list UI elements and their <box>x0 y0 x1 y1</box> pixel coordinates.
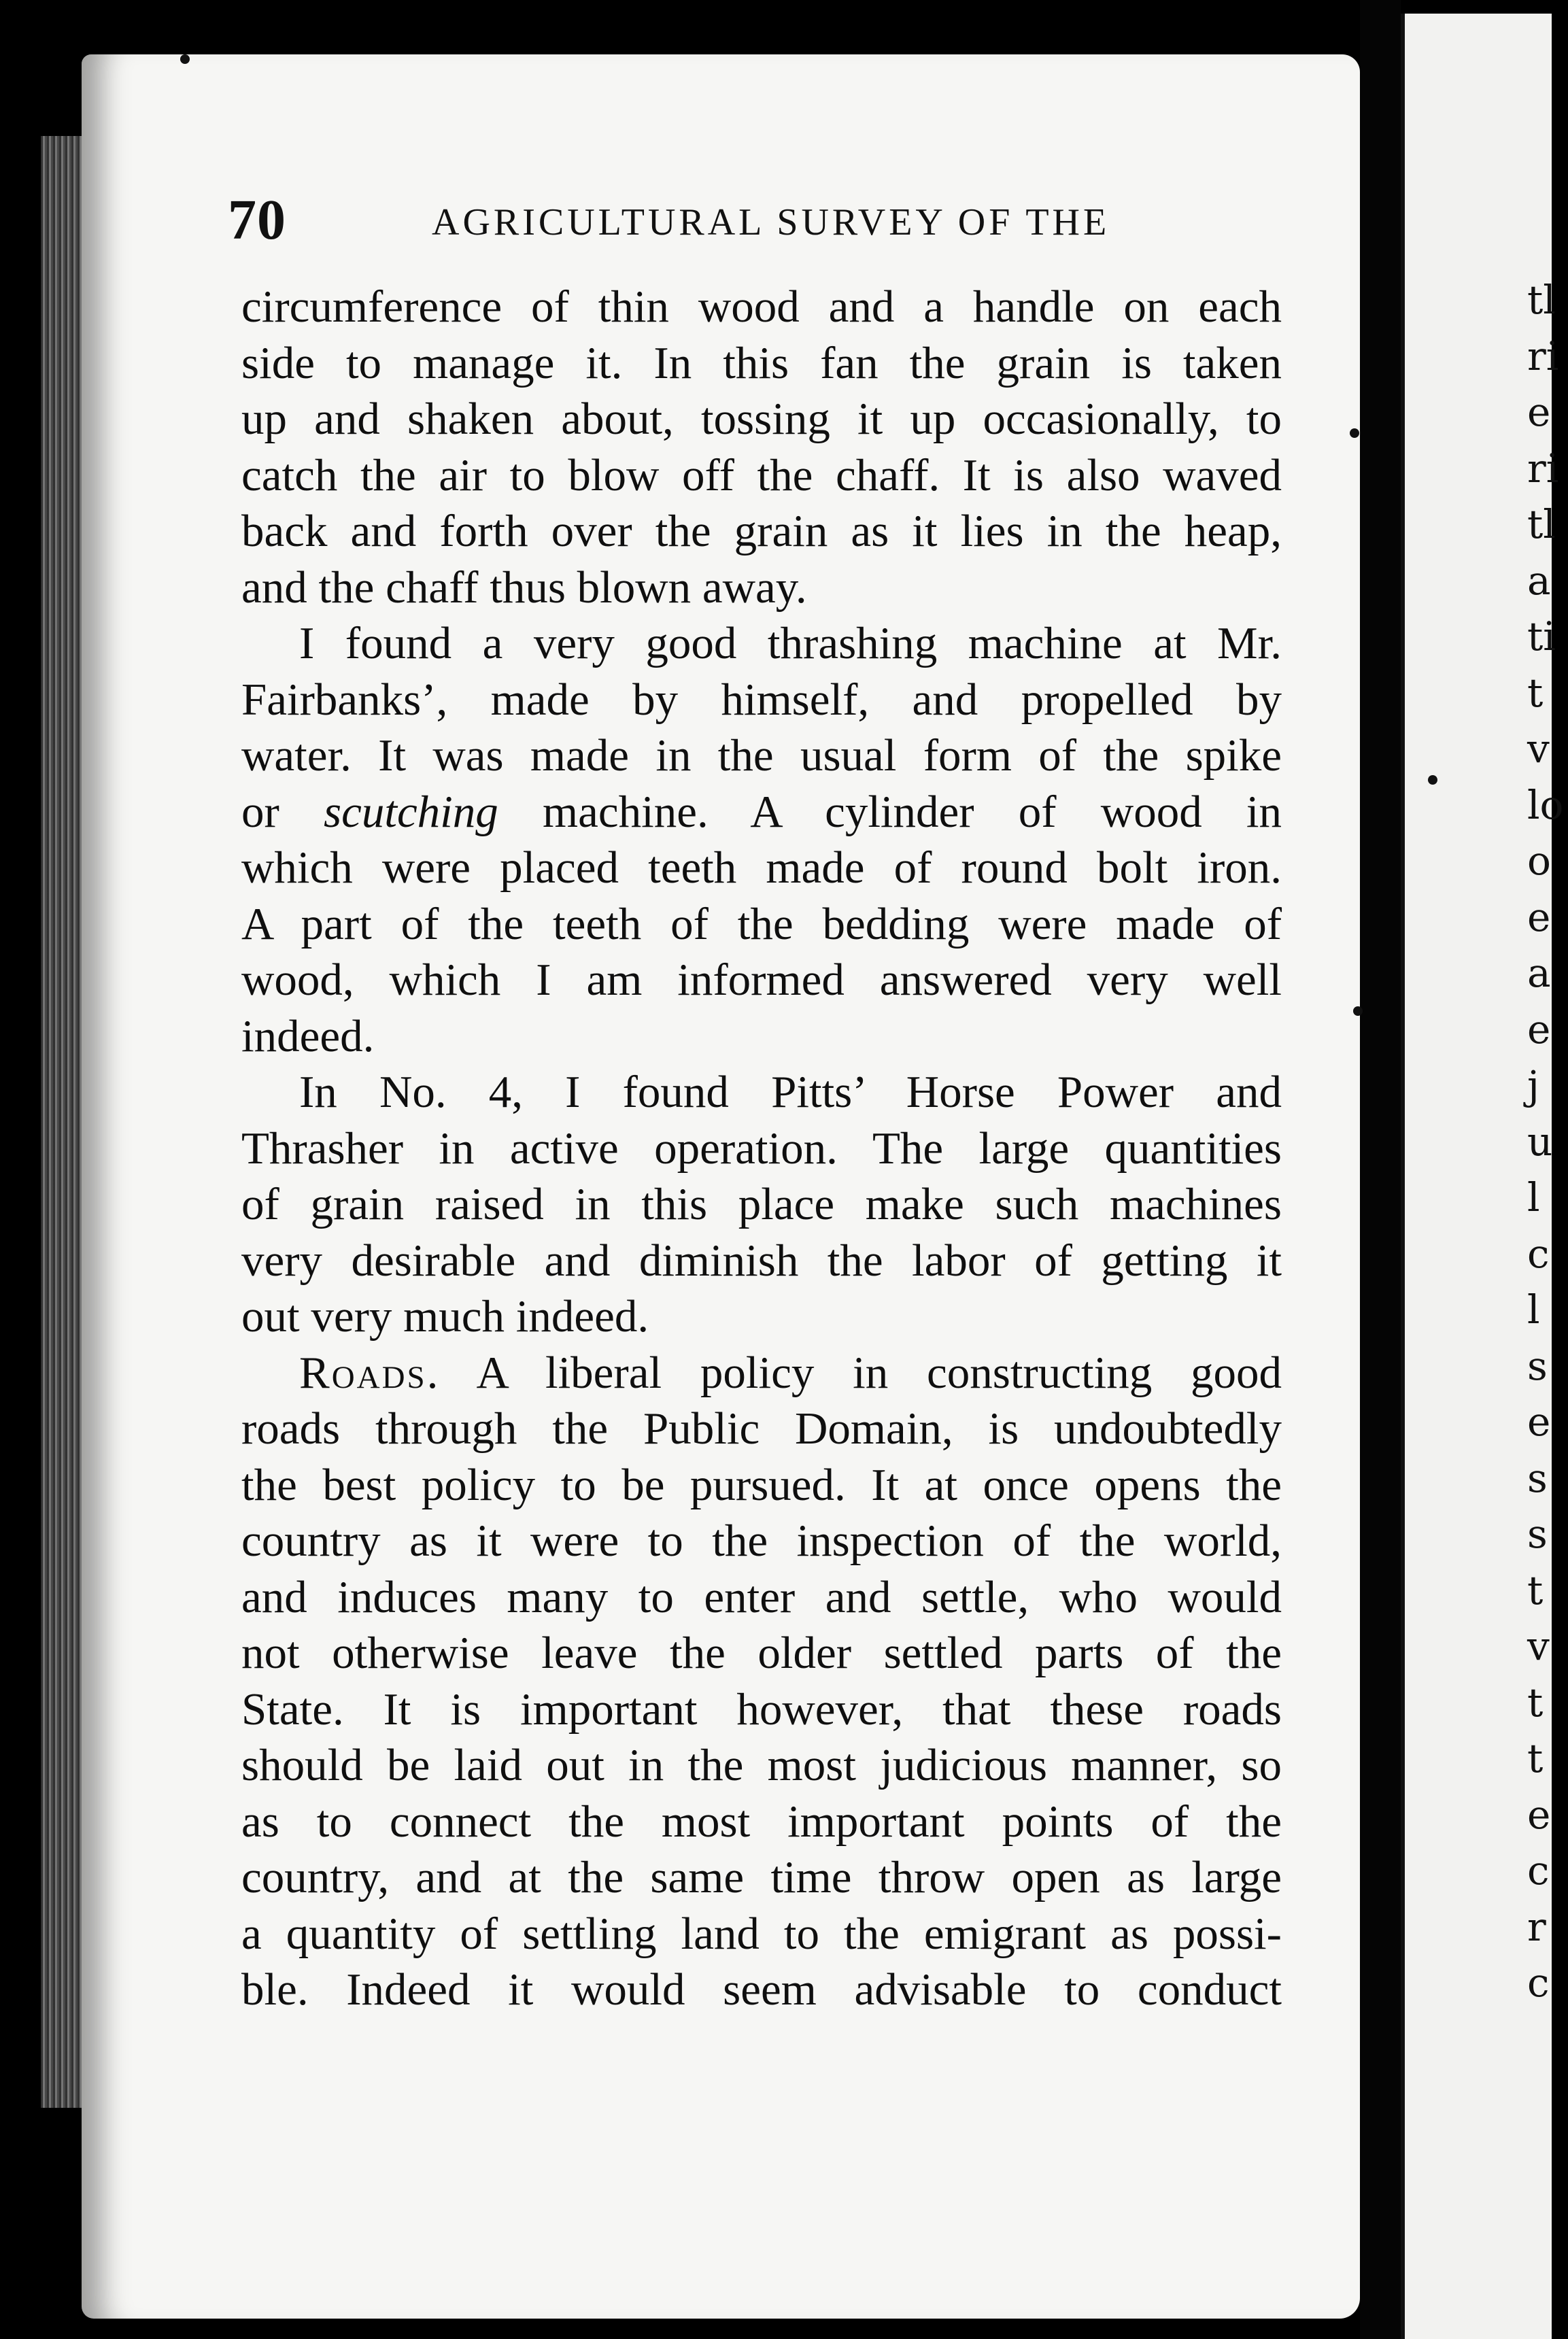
text-line-roads <box>241 1345 1282 1401</box>
text-line: Fairbanks’, made by himself, and propelled by <box>241 674 1282 725</box>
book-gutter <box>1360 0 1401 2339</box>
text-line: not otherwise leave the older settled parts of the <box>241 1628 1282 1678</box>
text-fragment: machine. A cylinder of wood in <box>498 786 1282 837</box>
scan-speck <box>1350 428 1359 438</box>
text-line: should be laid out in the most judicious manner, so <box>241 1740 1282 1790</box>
text-line: In No. 4, I found Pitts’ Horse Power and <box>299 1067 1282 1117</box>
italic-term: scutching <box>324 786 498 837</box>
text-line: country as it were to the inspection of the world, <box>241 1516 1282 1566</box>
text-line: catch the air to blow off the chaff. It is also waved <box>241 449 1282 500</box>
text-line: very desirable and diminish the labor of getting it <box>241 1235 1282 1286</box>
facing-page-text: tl ri e ri tl a ti t v lo o e a e j u l c l s e s s t v t t e c r c <box>1527 277 1564 2006</box>
text-line: water. It was made in the usual form of the spike <box>241 730 1282 781</box>
text-line: Thrasher in active operation. The large quantities <box>241 1123 1282 1174</box>
text-line: ble. Indeed it would seem advisable to conduct <box>241 1964 1282 2015</box>
text-line: circumference of thin wood and a handle on each <box>241 281 1282 332</box>
text-line: State. It is important however, that these roads <box>241 1684 1282 1735</box>
text-line: wood, which I am informed answered very well <box>241 955 1282 1005</box>
text-line: the best policy to be pursued. It at once opens the <box>241 1459 1282 1510</box>
text-line: which were placed teeth made of round bolt iron. <box>241 842 1282 893</box>
text-line: a quantity of settling land to the emigrant as possi- <box>241 1908 1282 1959</box>
section-heading-roads: Roads. <box>299 1347 441 1398</box>
facing-page <box>1401 14 1564 2339</box>
text-line: A part of the teeth of the bedding were made of <box>241 898 1282 949</box>
text-line: indeed. <box>241 1010 375 1061</box>
text-line: of grain raised in this place make such machines <box>241 1179 1282 1229</box>
text-line: as to connect the most important points of the <box>241 1796 1282 1847</box>
text-line: roads through the Public Domain, is undoubtedly <box>241 1403 1282 1454</box>
text-line: and the chaff thus blown away. <box>241 562 807 613</box>
scan-speck <box>1353 1006 1363 1016</box>
text-line: back and forth over the grain as it lies in the heap, <box>241 506 1282 556</box>
text-fragment: A liberal policy in constructing good <box>440 1347 1282 1398</box>
text-line: out very much indeed. <box>241 1291 649 1342</box>
text-line-scutching <box>241 784 1282 840</box>
text-line: I found a very good thrashing machine at Mr. <box>299 618 1282 668</box>
scan-speck <box>180 54 190 64</box>
text-line: and induces many to enter and settle, who would <box>241 1571 1282 1622</box>
page-number: 70 <box>228 188 286 252</box>
scan-speck <box>1428 775 1437 785</box>
running-head-title: AGRICULTURAL SURVEY OF THE <box>432 201 1110 243</box>
text-line: up and shaken about, tossing it up occasionally, to <box>241 394 1282 444</box>
running-header <box>228 187 1289 262</box>
body-text <box>241 279 1282 2018</box>
text-line: side to manage it. In this fan the grain is taken <box>241 337 1282 388</box>
text-line: country, and at the same time throw open as large <box>241 1852 1282 1902</box>
text-fragment: or <box>241 786 324 837</box>
